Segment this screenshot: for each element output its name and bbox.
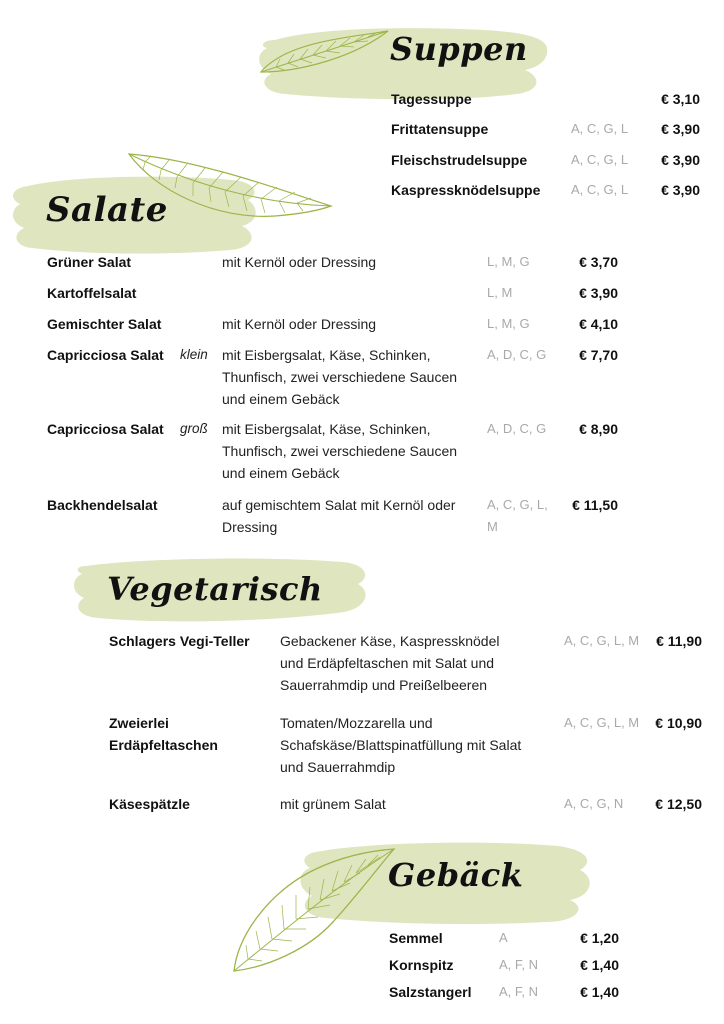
- menu-item-price: € 7,70: [579, 347, 618, 363]
- menu-item-price: € 10,90: [655, 715, 702, 731]
- menu-item-price: € 3,90: [661, 182, 700, 198]
- menu-item-price: € 8,90: [579, 421, 618, 437]
- menu-item-name: Tagessuppe: [391, 91, 472, 107]
- section-title-gebaeck: Gebäck: [388, 856, 524, 894]
- menu-item-name: Salzstangerl: [389, 984, 472, 1000]
- menu-item-name: Capricciosa Salat: [47, 421, 164, 437]
- menu-item-allergens: A, C, G, L: [571, 152, 629, 167]
- menu-item-description: mit Eisbergsalat, Käse, Schinken, Thunfisch, zwei verschiedene Saucen und einem Gebäck: [222, 347, 458, 407]
- menu-item-allergens: A, C, G, N: [564, 796, 624, 811]
- menu-item-name: Zweierlei Erdäpfeltaschen: [109, 715, 218, 753]
- menu-item-price: € 3,10: [661, 91, 700, 107]
- section-title-salate: Salate: [46, 190, 168, 230]
- menu-item-price: € 3,90: [661, 121, 700, 137]
- menu-item-price: € 3,90: [579, 285, 618, 301]
- menu-item-name: Fleischstrudelsuppe: [391, 152, 528, 168]
- menu-item-size: groß: [180, 421, 208, 436]
- menu-item-allergens: A, D, C, G: [487, 347, 547, 362]
- menu-item-allergens: L, M, G: [487, 316, 530, 331]
- menu-item-price: € 3,90: [661, 152, 700, 168]
- menu-item-description: auf gemischtem Salat mit Kernöl oder Dressing: [222, 497, 456, 535]
- menu-item-price: € 12,50: [655, 796, 702, 812]
- menu-item-allergens: A: [499, 930, 508, 945]
- menu-item-description: mit Kernöl oder Dressing: [222, 254, 377, 270]
- menu-item-allergens: A, D, C, G: [487, 421, 547, 436]
- menu-item-allergens: A, C, G, L: [571, 182, 629, 197]
- menu-item-price: € 1,40: [580, 957, 619, 973]
- menu-item-name: Kornspitz: [389, 957, 454, 973]
- section-title-suppen: Suppen: [390, 30, 528, 68]
- menu-item-allergens: L, M: [487, 285, 513, 300]
- leaf-icon: [258, 28, 393, 78]
- menu-item-name: Schlagers Vegi-Teller: [109, 633, 250, 649]
- menu-item-description: mit Eisbergsalat, Käse, Schinken, Thunfisch, zwei verschiedene Saucen und einem Gebäck: [222, 421, 458, 481]
- menu-item-description: Gebackener Käse, Kaspressknödel und Erdäpfeltaschen mit Salat und Sauerrahmdip und Preißelbeeren: [280, 633, 500, 693]
- menu-item-description: mit Kernöl oder Dressing: [222, 316, 377, 332]
- menu-item-price: € 4,10: [579, 316, 618, 332]
- menu-item-name: Gemischter Salat: [47, 316, 162, 332]
- menu-item-name: Kaspressknödelsuppe: [391, 182, 541, 198]
- menu-item-allergens: A, C, G, L, M: [564, 633, 640, 648]
- menu-item-price: € 1,20: [580, 930, 619, 946]
- menu-item-allergens: A, C, G, L, M: [564, 715, 640, 730]
- menu-item-name: Frittatensuppe: [391, 121, 489, 137]
- menu-item-description: Tomaten/Mozzarella und Schafskäse/Blattspinatfüllung mit Salat und Sauerrahmdip: [280, 715, 522, 775]
- menu-item-allergens: A, C, G, L, M: [487, 497, 548, 534]
- menu-item-price: € 11,90: [656, 633, 702, 649]
- menu-item-allergens: A, F, N: [499, 957, 539, 972]
- menu-item-name: Semmel: [389, 930, 443, 946]
- menu-item-name: Grüner Salat: [47, 254, 132, 270]
- menu-item-name: Käsespätzle: [109, 796, 190, 812]
- menu-item-name: Backhendelsalat: [47, 497, 158, 513]
- menu-item-size: klein: [180, 347, 208, 362]
- section-title-vegetarisch: Vegetarisch: [107, 570, 323, 608]
- menu-item-price: € 1,40: [580, 984, 619, 1000]
- menu-item-allergens: A, C, G, L: [571, 121, 629, 136]
- leaf-icon: [228, 845, 398, 977]
- menu-item-price: € 11,50: [572, 497, 618, 513]
- menu-item-name: Capricciosa Salat: [47, 347, 164, 363]
- menu-item-name: Kartoffelsalat: [47, 285, 137, 301]
- menu-item-description: mit grünem Salat: [280, 796, 386, 812]
- menu-item-price: € 3,70: [579, 254, 618, 270]
- menu-item-allergens: A, F, N: [499, 984, 539, 999]
- menu-item-allergens: L, M, G: [487, 254, 530, 269]
